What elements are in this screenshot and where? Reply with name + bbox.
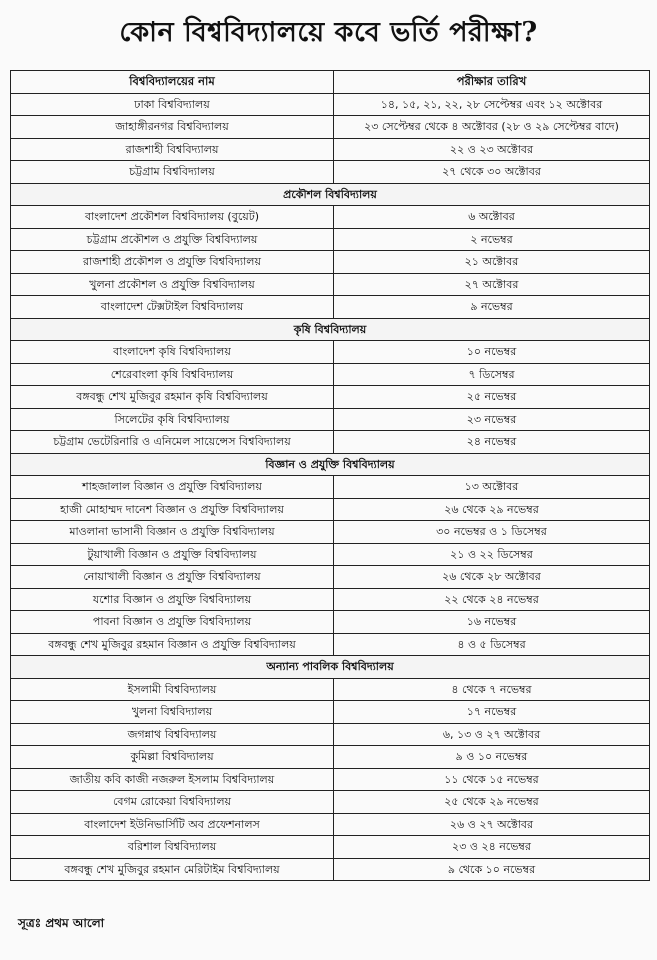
exam-date-cell: ৬, ১৩ ও ২৭ অক্টোবর (334, 723, 650, 746)
exam-date-cell: ৪ ও ৫ ডিসেম্বর (334, 633, 650, 656)
exam-date-cell: ২৩ সেপ্টেম্বর থেকে ৪ অক্টোবর (২৮ ও ২৯ সেপ্টেম্বর বাদে) (334, 116, 650, 139)
section-title-other: অন্যান্য পাবলিক বিশ্ববিদ্যালয় (11, 656, 650, 679)
university-name-cell: বাংলাদেশ প্রকৌশল বিশ্ববিদ্যালয় (বুয়েট) (11, 206, 334, 229)
table-row (11, 678, 650, 701)
exam-date-cell: ২১ অক্টোবর (334, 251, 650, 274)
table-row (11, 521, 650, 544)
university-name-cell: বঙ্গবন্ধু শেখ মুজিবুর রহমান বিজ্ঞান ও প্রযুক্তি বিশ্ববিদ্যালয় (11, 633, 334, 656)
exam-date-cell: ৯ নভেম্বর (334, 296, 650, 319)
exam-date-cell: ২৫ নভেম্বর (334, 386, 650, 409)
table-row (11, 701, 650, 724)
exam-date-cell: ২২ ও ২৩ অক্টোবর (334, 138, 650, 161)
section-title-agriculture: কৃষি বিশ্ববিদ্যালয় (11, 318, 650, 341)
table-row (11, 858, 650, 881)
university-name-cell: বেগম রোকেয়া বিশ্ববিদ্যালয় (11, 791, 334, 814)
university-name-cell: হাজী মোহাম্মদ দানেশ বিজ্ঞান ও প্রযুক্তি বিশ্ববিদ্যালয় (11, 498, 334, 521)
table-header-row (11, 71, 650, 94)
table-row (11, 161, 650, 184)
university-name-cell: বাংলাদেশ কৃষি বিশ্ববিদ্যালয় (11, 341, 334, 364)
exam-date-cell: ১৬ নভেম্বর (334, 611, 650, 634)
section-title-science: বিজ্ঞান ও প্রযুক্তি বিশ্ববিদ্যালয় (11, 453, 650, 476)
university-name-cell: জাতীয় কবি কাজী নজরুল ইসলাম বিশ্ববিদ্যালয় (11, 768, 334, 791)
university-name-cell: শেরেবাংলা কৃষি বিশ্ববিদ্যালয় (11, 363, 334, 386)
exam-date-cell: ২৬ ও ২৭ অক্টোবর (334, 813, 650, 836)
exam-date-cell: ৯ ও ১০ নভেম্বর (334, 746, 650, 769)
table-row (11, 206, 650, 229)
exam-date-cell: ২৫ থেকে ২৯ নভেম্বর (334, 791, 650, 814)
university-name-cell: যশোর বিজ্ঞান ও প্রযুক্তি বিশ্ববিদ্যালয় (11, 588, 334, 611)
table-row (11, 138, 650, 161)
table-row (11, 813, 650, 836)
header-university-name: বিশ্ববিদ্যালয়ের নাম (11, 71, 334, 94)
exam-date-cell: ২১ ও ২২ ডিসেম্বর (334, 543, 650, 566)
table-row (11, 228, 650, 251)
university-name-cell: চট্টগ্রাম ভেটেরিনারি ও এনিমেল সায়েন্সেস বিশ্ববিদ্যালয় (11, 431, 334, 454)
page-title: কোন বিশ্ববিদ্যালয়ে কবে ভর্তি পরীক্ষা? (119, 17, 538, 48)
university-name-cell: বঙ্গবন্ধু শেখ মুজিবুর রহমান মেরিটাইম বিশ্ববিদ্যালয় (11, 858, 334, 881)
exam-date-cell: ২৬ থেকে ২৮ অক্টোবর (334, 566, 650, 589)
section-header-row (11, 656, 650, 679)
university-name-cell: রাজশাহী বিশ্ববিদ্যালয় (11, 138, 334, 161)
exam-date-cell: ২৩ নভেম্বর (334, 408, 650, 431)
section-header-row (11, 318, 650, 341)
university-name-cell: ঢাকা বিশ্ববিদ্যালয় (11, 93, 334, 116)
university-name-cell: নোয়াখালী বিজ্ঞান ও প্রযুক্তি বিশ্ববিদ্যালয় (11, 566, 334, 589)
exam-date-cell: ২ নভেম্বর (334, 228, 650, 251)
exam-date-cell: ১০ নভেম্বর (334, 341, 650, 364)
table-row (11, 296, 650, 319)
table-row (11, 408, 650, 431)
exam-date-cell: ১১ থেকে ১৫ নভেম্বর (334, 768, 650, 791)
table-row (11, 723, 650, 746)
section-title-engineering: প্রকৌশল বিশ্ববিদ্যালয় (11, 183, 650, 206)
exam-date-cell: ২৭ থেকে ৩০ অক্টোবর (334, 161, 650, 184)
university-name-cell: খুলনা প্রকৌশল ও প্রযুক্তি বিশ্ববিদ্যালয় (11, 273, 334, 296)
exam-date-cell: ৭ ডিসেম্বর (334, 363, 650, 386)
table-row (11, 273, 650, 296)
section-header-row (11, 183, 650, 206)
exam-date-cell: ৩০ নভেম্বর ও ১ ডিসেম্বর (334, 521, 650, 544)
exam-date-cell: ২৩ ও ২৪ নভেম্বর (334, 836, 650, 859)
table-row (11, 768, 650, 791)
table-row (11, 251, 650, 274)
header-exam-date: পরীক্ষার তারিখ (334, 71, 650, 94)
university-name-cell: বাংলাদেশ টেক্সটাইল বিশ্ববিদ্যালয় (11, 296, 334, 319)
university-name-cell: বরিশাল বিশ্ববিদ্যালয় (11, 836, 334, 859)
university-name-cell: রাজশাহী প্রকৌশল ও প্রযুক্তি বিশ্ববিদ্যালয় (11, 251, 334, 274)
table-row (11, 363, 650, 386)
table-row (11, 543, 650, 566)
table-row (11, 116, 650, 139)
table-row (11, 498, 650, 521)
university-name-cell: কুমিল্লা বিশ্ববিদ্যালয় (11, 746, 334, 769)
university-name-cell: মাওলানা ভাসানী বিজ্ঞান ও প্রযুক্তি বিশ্ববিদ্যালয় (11, 521, 334, 544)
university-name-cell: শাহজালাল বিজ্ঞান ও প্রযুক্তি বিশ্ববিদ্যালয় (11, 476, 334, 499)
exam-date-cell: ২২ থেকে ২৪ নভেম্বর (334, 588, 650, 611)
university-name-cell: পাবনা বিজ্ঞান ও প্রযুক্তি বিশ্ববিদ্যালয় (11, 611, 334, 634)
exam-date-cell: ১৭ নভেম্বর (334, 701, 650, 724)
table-row (11, 588, 650, 611)
university-name-cell: জাহাঙ্গীরনগর বিশ্ববিদ্যালয় (11, 116, 334, 139)
university-name-cell: টুয়াখালী বিজ্ঞান ও প্রযুক্তি বিশ্ববিদ্যালয় (11, 543, 334, 566)
exam-date-cell: ২৭ অক্টোবর (334, 273, 650, 296)
university-name-cell: সিলেটের কৃষি বিশ্ববিদ্যালয় (11, 408, 334, 431)
university-name-cell: ইসলামী বিশ্ববিদ্যালয় (11, 678, 334, 701)
table-row (11, 341, 650, 364)
table-body (11, 93, 650, 881)
university-name-cell: চট্টগ্রাম প্রকৌশল ও প্রযুক্তি বিশ্ববিদ্যালয় (11, 228, 334, 251)
table-row (11, 791, 650, 814)
table-row (11, 836, 650, 859)
section-header-row (11, 453, 650, 476)
exam-date-cell: ৪ থেকে ৭ নভেম্বর (334, 678, 650, 701)
exam-date-cell: ২৬ থেকে ২৯ নভেম্বর (334, 498, 650, 521)
exam-date-cell: ৬ অক্টোবর (334, 206, 650, 229)
table-row (11, 566, 650, 589)
table-row (11, 476, 650, 499)
source-credit: সূত্রঃ প্রথম আলো (18, 916, 105, 930)
table-row (11, 611, 650, 634)
university-name-cell: জগন্নাথ বিশ্ববিদ্যালয় (11, 723, 334, 746)
exam-date-cell: ৯ থেকে ১০ নভেম্বর (334, 858, 650, 881)
university-name-cell: বাংলাদেশ ইউনিভার্সিটি অব প্রফেশনালস (11, 813, 334, 836)
exam-schedule-table (10, 70, 650, 881)
exam-date-cell: ১৩ অক্টোবর (334, 476, 650, 499)
table-row (11, 633, 650, 656)
university-name-cell: বঙ্গবন্ধু শেখ মুজিবুর রহমান কৃষি বিশ্ববিদ্যালয় (11, 386, 334, 409)
table-row (11, 93, 650, 116)
university-name-cell: খুলনা বিশ্ববিদ্যালয় (11, 701, 334, 724)
exam-date-cell: ১৪, ১৫, ২১, ২২, ২৮ সেপ্টেম্বর এবং ১২ অক্টোবর (334, 93, 650, 116)
university-name-cell: চট্টগ্রাম বিশ্ববিদ্যালয় (11, 161, 334, 184)
table-row (11, 746, 650, 769)
table-row (11, 431, 650, 454)
table-row (11, 386, 650, 409)
exam-date-cell: ২৪ নভেম্বর (334, 431, 650, 454)
